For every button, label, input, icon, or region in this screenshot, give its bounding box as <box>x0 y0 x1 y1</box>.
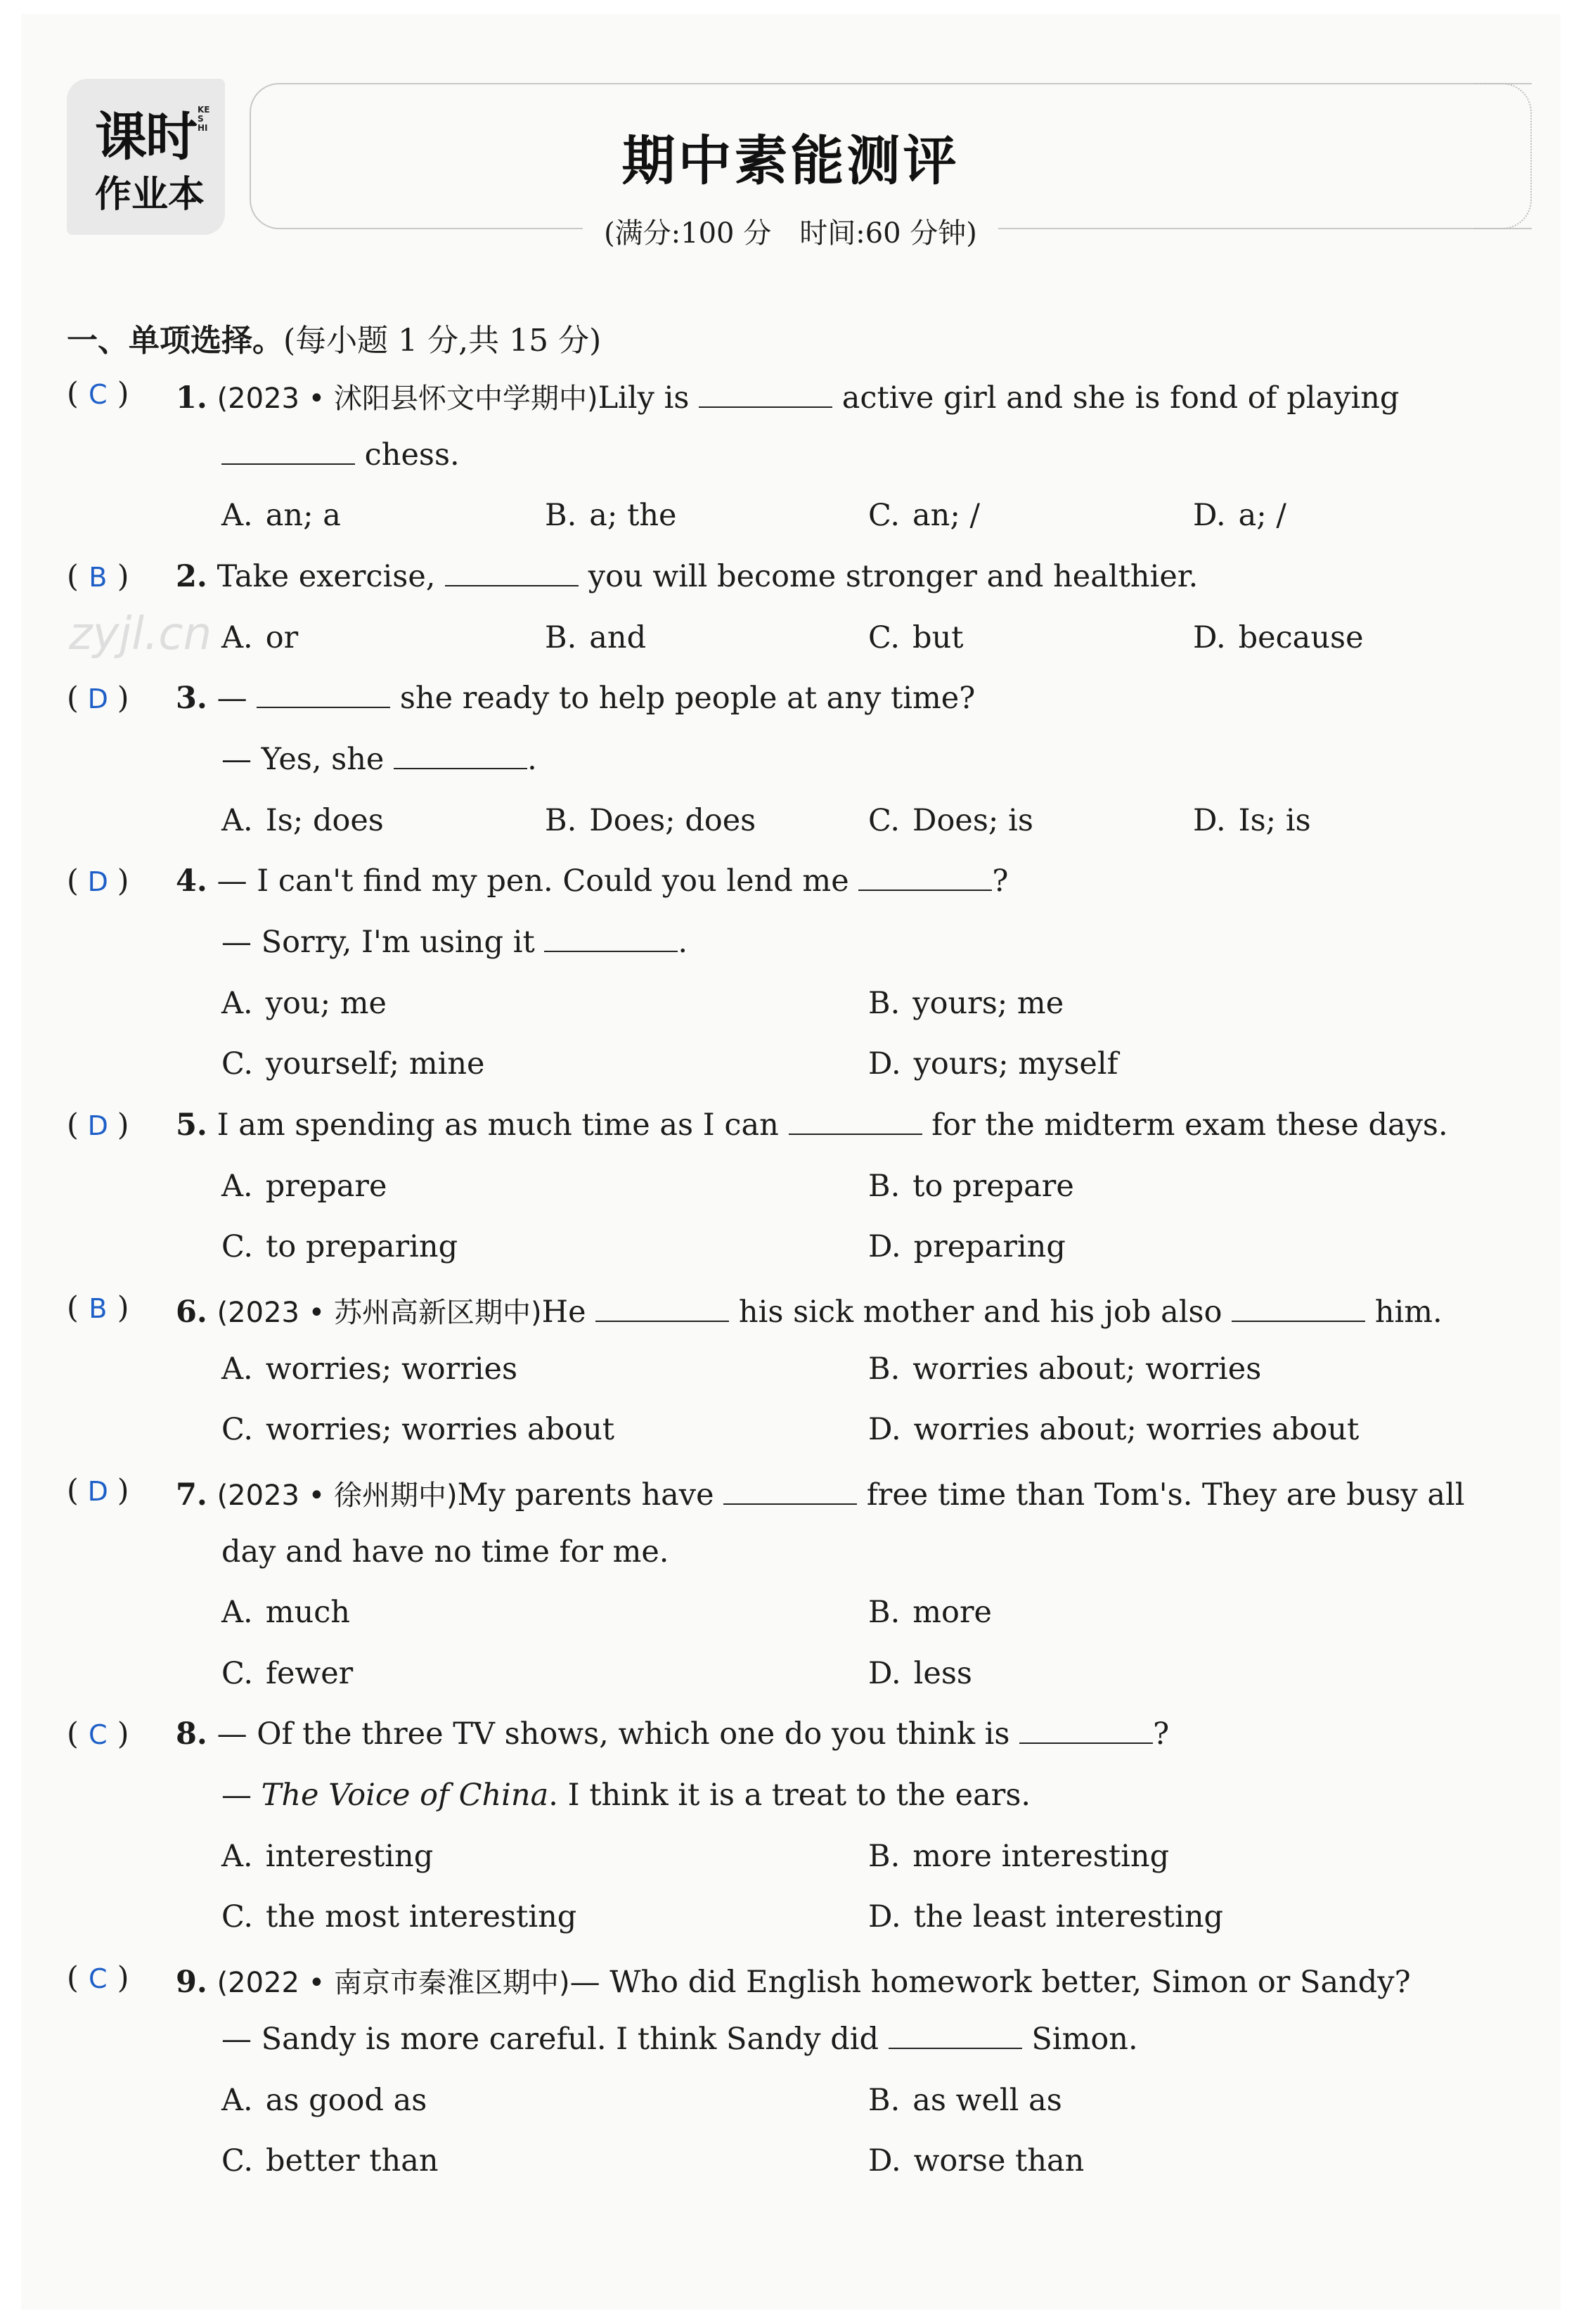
answer-mark: D <box>87 1476 108 1507</box>
section-heading <box>67 315 601 360</box>
option-text: much <box>265 1595 350 1630</box>
answer-bracket: ( D ) <box>67 681 129 716</box>
option-label: C. <box>221 1899 254 1934</box>
option-c <box>868 803 1033 838</box>
option-a <box>221 2083 427 2118</box>
question-source: (2023 • 沭阳县怀文中学期中) <box>217 383 598 415</box>
answer-mark: C <box>89 379 108 410</box>
question-text: Lily is <box>598 380 690 416</box>
question-number: 3. <box>176 681 207 716</box>
question-text: him. <box>1374 1295 1443 1330</box>
option-d <box>1193 803 1311 838</box>
answer-blank <box>789 1112 922 1135</box>
option-label: D. <box>868 1046 901 1081</box>
option-text: to prepare <box>912 1169 1074 1204</box>
option-text: yours; myself <box>913 1046 1118 1081</box>
option-a <box>221 1839 433 1874</box>
show-title: The Voice of China <box>261 1778 549 1813</box>
option-label: A. <box>221 1352 253 1387</box>
option-text: better than <box>266 2143 439 2178</box>
question-source: (2023 • 苏州高新区期中) <box>217 1297 542 1329</box>
option-text: Does; is <box>912 803 1033 838</box>
option-text: you; me <box>265 986 387 1021</box>
option-label: B. <box>868 986 901 1021</box>
option-label: B. <box>868 1595 901 1630</box>
option-c <box>868 498 980 533</box>
answer-blank <box>699 385 832 408</box>
answer-blank <box>257 686 390 708</box>
option-b <box>868 1839 1169 1874</box>
question-6 <box>176 1290 1443 1330</box>
question-number: 5. <box>176 1108 207 1143</box>
question-number: 4. <box>176 864 207 899</box>
option-b <box>545 498 677 533</box>
question-3 <box>176 681 975 716</box>
option-label: D. <box>1193 803 1226 838</box>
option-label: A. <box>221 803 253 838</box>
answer-mark: B <box>89 562 108 593</box>
answer-bracket: ( C ) <box>67 1716 129 1752</box>
question-4-reply <box>221 925 688 960</box>
question-2 <box>176 559 1198 594</box>
option-text: prepare <box>265 1169 387 1204</box>
option-label: B. <box>868 1352 901 1387</box>
option-d <box>868 2143 1084 2178</box>
option-text: Is; is <box>1238 803 1311 838</box>
answer-bracket: ( C ) <box>67 1960 129 1996</box>
option-text: but <box>912 620 964 655</box>
question-text: . <box>527 742 537 777</box>
answer-blank <box>394 747 527 769</box>
option-label: A. <box>221 498 253 533</box>
option-label: B. <box>868 1169 901 1204</box>
option-c <box>221 1229 458 1264</box>
section-note: (每小题 1 分,共 15 分) <box>283 323 602 359</box>
option-text: a; the <box>589 498 677 533</box>
option-d <box>868 1046 1118 1081</box>
question-number: 7. <box>176 1477 207 1513</box>
option-d <box>868 1412 1359 1447</box>
option-label: D. <box>868 1656 901 1691</box>
option-label: D. <box>868 1229 901 1264</box>
question-text: ? <box>1153 1716 1170 1752</box>
option-text: yours; me <box>912 986 1064 1021</box>
option-text: interesting <box>265 1839 434 1874</box>
question-text: — Yes, she <box>221 742 385 777</box>
question-number: 6. <box>176 1295 207 1330</box>
option-label: A. <box>221 986 253 1021</box>
option-label: B. <box>545 620 577 655</box>
option-b <box>868 1352 1261 1387</box>
option-text: the most interesting <box>266 1899 577 1934</box>
option-label: B. <box>868 2083 901 2118</box>
option-a <box>221 620 298 655</box>
question-text: . <box>678 925 688 960</box>
option-label: C. <box>221 1412 254 1447</box>
option-text: preparing <box>913 1229 1066 1264</box>
option-text: as good as <box>265 2083 427 2118</box>
option-d <box>1193 498 1286 533</box>
question-4 <box>176 864 1008 899</box>
option-label: D. <box>1193 620 1226 655</box>
option-text: more interesting <box>912 1839 1170 1874</box>
logo-bottom-text: 作业本 <box>95 174 205 216</box>
option-label: C. <box>868 803 901 838</box>
option-text: a; / <box>1238 498 1286 533</box>
option-a <box>221 1352 517 1387</box>
question-7 <box>176 1473 1465 1513</box>
logo-side-text: KESHI <box>198 105 210 133</box>
option-c <box>868 620 964 655</box>
question-number: 8. <box>176 1716 207 1752</box>
option-label: C. <box>221 1229 254 1264</box>
option-a <box>221 1169 387 1204</box>
answer-blank <box>445 564 579 586</box>
option-d <box>868 1229 1066 1264</box>
option-text: the least interesting <box>913 1899 1224 1934</box>
option-text: less <box>913 1656 972 1691</box>
option-label: D. <box>868 1899 901 1934</box>
option-label: A. <box>221 1839 253 1874</box>
option-label: D. <box>868 1412 901 1447</box>
option-d <box>868 1656 972 1691</box>
option-b <box>868 1169 1074 1204</box>
question-text: ? <box>992 864 1009 899</box>
option-text: to preparing <box>266 1229 458 1264</box>
question-number: 9. <box>176 1965 207 2000</box>
option-text: Does; does <box>589 803 756 838</box>
answer-bracket: ( D ) <box>67 864 129 899</box>
option-text: Is; does <box>265 803 384 838</box>
question-8 <box>176 1716 1169 1752</box>
answer-mark: C <box>89 1719 108 1750</box>
option-label: C. <box>221 1656 254 1691</box>
question-text: free time than Tom's. They are busy all <box>866 1477 1465 1513</box>
question-text: Simon. <box>1031 2022 1138 2057</box>
question-text: He <box>541 1295 586 1330</box>
answer-bracket: ( D ) <box>67 1108 129 1143</box>
question-text: — Who did English homework better, Simon or Sandy? <box>569 1965 1411 2000</box>
question-8-reply: — The Voice of China. I think it is a treat to the ears. <box>221 1778 1031 1813</box>
question-text: for the midterm exam these days. <box>931 1108 1448 1143</box>
option-d <box>1193 620 1364 655</box>
option-text: more <box>912 1595 992 1630</box>
option-label: D. <box>1193 498 1226 533</box>
option-text: worries about; worries <box>912 1352 1262 1387</box>
score-time-info <box>0 211 1581 251</box>
option-b <box>545 620 646 655</box>
answer-blank <box>1232 1299 1365 1322</box>
question-5 <box>176 1108 1448 1143</box>
option-text: fewer <box>266 1656 354 1691</box>
logo-top-text: 课时 <box>95 107 196 167</box>
section-title: 一、单项选择。 <box>67 323 283 359</box>
question-text: — <box>217 681 247 716</box>
answer-blank <box>858 868 992 891</box>
question-7-cont <box>221 1534 669 1569</box>
option-text: worse than <box>913 2143 1085 2178</box>
option-label: B. <box>545 498 577 533</box>
option-c <box>221 1046 484 1081</box>
answer-blank <box>723 1482 857 1505</box>
question-1 <box>176 376 1399 416</box>
option-label: A. <box>221 620 253 655</box>
option-label: C. <box>221 1046 254 1081</box>
answer-blank <box>889 2027 1022 2049</box>
option-c <box>221 1412 614 1447</box>
question-text: — Of the three TV shows, which one do you think is <box>217 1716 1010 1752</box>
watermark: zyjl.cn <box>69 608 212 660</box>
question-text: My parents have <box>457 1477 714 1513</box>
question-1-cont <box>221 437 460 473</box>
answer-bracket: ( B ) <box>67 1290 129 1325</box>
page-title: 期中素能测评 <box>621 129 960 192</box>
option-a <box>221 986 387 1021</box>
option-label: A. <box>221 2083 253 2118</box>
question-text: you will become stronger and healthier. <box>588 559 1199 594</box>
answer-bracket: ( B ) <box>67 559 129 594</box>
option-a <box>221 803 384 838</box>
option-b <box>545 803 756 838</box>
option-b <box>868 2083 1062 2118</box>
option-text: yourself; mine <box>266 1046 485 1081</box>
option-text: an; a <box>265 498 341 533</box>
question-text: she ready to help people at any time? <box>399 681 976 716</box>
question-3-reply <box>221 742 537 777</box>
option-label: A. <box>221 1169 253 1204</box>
question-number: 2. <box>176 559 207 594</box>
answer-mark: D <box>87 1110 108 1141</box>
answer-blank <box>544 930 678 952</box>
option-text: worries; worries about <box>266 1412 615 1447</box>
subtitle-text: (满分:100 分 时间:60 分钟) <box>583 217 998 250</box>
question-text: — Sandy is more careful. I think Sandy did <box>221 2022 879 2057</box>
question-source: (2023 • 徐州期中) <box>217 1479 458 1512</box>
option-text: and <box>589 620 647 655</box>
option-text: worries; worries <box>265 1352 518 1387</box>
question-source: (2022 • 南京市秦淮区期中) <box>217 1967 570 1999</box>
question-text: day and have no time for me. <box>221 1534 669 1569</box>
option-label: B. <box>868 1839 901 1874</box>
option-a <box>221 1595 350 1630</box>
option-b <box>868 986 1064 1021</box>
option-label: B. <box>545 803 577 838</box>
answer-mark: B <box>89 1293 108 1324</box>
option-label: A. <box>221 1595 253 1630</box>
question-text: I am spending as much time as I can <box>217 1108 779 1143</box>
option-label: C. <box>221 2143 254 2178</box>
answer-bracket: ( C ) <box>67 376 129 411</box>
question-text: — Sorry, I'm using it <box>221 925 535 960</box>
option-text: worries about; worries about <box>913 1412 1360 1447</box>
answer-bracket: ( D ) <box>67 1473 129 1508</box>
option-c <box>221 1656 353 1691</box>
option-d <box>868 1899 1223 1934</box>
question-text: chess. <box>364 437 460 473</box>
option-label: C. <box>868 620 901 655</box>
question-text: . I think it is a treat to the ears. <box>548 1778 1031 1813</box>
answer-mark: D <box>87 683 108 714</box>
question-9 <box>176 1960 1411 2001</box>
option-label: C. <box>868 498 901 533</box>
option-b <box>868 1595 992 1630</box>
option-label: D. <box>868 2143 901 2178</box>
answer-mark: C <box>89 1963 108 1994</box>
question-number: 1. <box>176 380 207 416</box>
option-text: because <box>1238 620 1364 655</box>
question-9-reply <box>221 2022 1138 2057</box>
option-text: an; / <box>912 498 981 533</box>
question-text: Take exercise, <box>217 559 436 594</box>
answer-mark: D <box>87 866 108 897</box>
option-c <box>221 2143 439 2178</box>
answer-blank <box>221 442 355 465</box>
question-text: active girl and she is fond of playing <box>841 380 1400 416</box>
option-a <box>221 498 341 533</box>
option-c <box>221 1899 576 1934</box>
option-text: or <box>265 620 299 655</box>
answer-blank <box>1019 1721 1153 1744</box>
question-text: his sick mother and his job also <box>738 1295 1222 1330</box>
option-text: as well as <box>912 2083 1062 2118</box>
answer-blank <box>595 1299 729 1322</box>
question-text: — I can't find my pen. Could you lend me <box>217 864 849 899</box>
